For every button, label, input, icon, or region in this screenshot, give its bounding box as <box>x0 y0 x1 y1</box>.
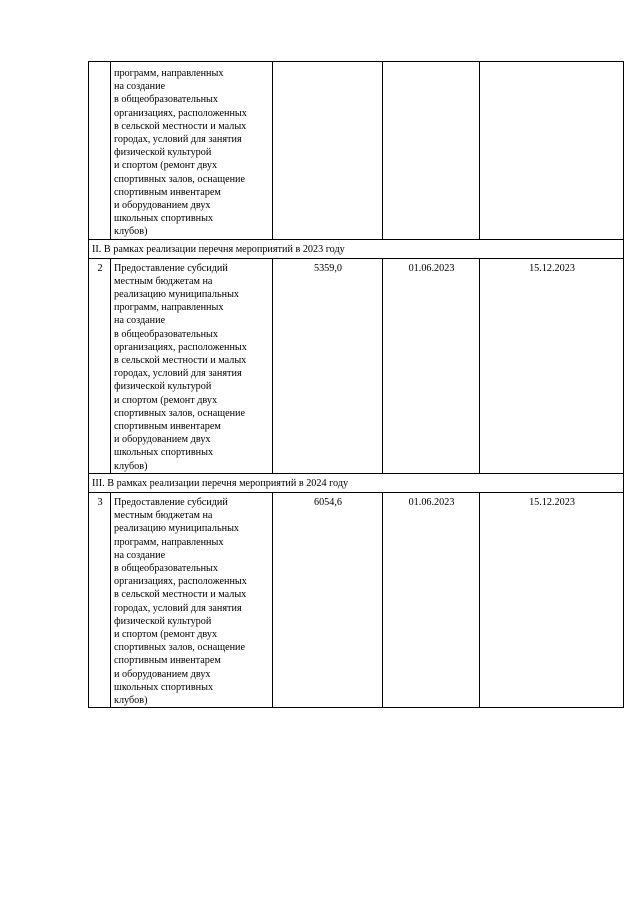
end-date: 15.12.2023 <box>480 258 624 473</box>
start-date: 01.06.2023 <box>383 492 480 707</box>
measure-description: Предоставление субсидий местным бюджетам на реализацию муниципальных программ, направленных на создание в общеобразовательных организациях, расположенных в сельской местности и малых городах, условий для занятия физической культурой и спортом (ремонт двух спортивных залов, оснащение спортивным инвентарем и оборудованием двух школьных спортивных клубов) <box>111 258 273 473</box>
section-heading-row <box>89 473 624 492</box>
measure-description: программ, направленных на создание в общеобразовательных организациях, расположенных в сельской местности и малых городах, условий для занятия физической культурой и спортом (ремонт двух спортивных залов, оснащение спортивным инвентарем и оборудованием двух школьных спортивных клубов) <box>111 62 273 240</box>
measures-table <box>88 61 624 708</box>
section-heading: II. В рамках реализации перечня мероприятий в 2023 году <box>89 239 624 258</box>
row-number: 2 <box>89 258 111 473</box>
table-row <box>89 492 624 707</box>
table-row <box>89 258 624 473</box>
section-heading-row <box>89 239 624 258</box>
start-date: 01.06.2023 <box>383 258 480 473</box>
section-heading: III. В рамках реализации перечня мероприятий в 2024 году <box>89 473 624 492</box>
table-row <box>89 62 624 240</box>
end-date <box>480 62 624 240</box>
funding-amount: 5359,0 <box>273 258 383 473</box>
row-number: 3 <box>89 492 111 707</box>
funding-amount <box>273 62 383 240</box>
row-number <box>89 62 111 240</box>
funding-amount: 6054,6 <box>273 492 383 707</box>
measure-description: Предоставление субсидий местным бюджетам на реализацию муниципальных программ, направленных на создание в общеобразовательных организациях, расположенных в сельской местности и малых городах, условий для занятия физической культурой и спортом (ремонт двух спортивных залов, оснащение спортивным инвентарем и оборудованием двух школьных спортивных клубов) <box>111 492 273 707</box>
end-date: 15.12.2023 <box>480 492 624 707</box>
start-date <box>383 62 480 240</box>
